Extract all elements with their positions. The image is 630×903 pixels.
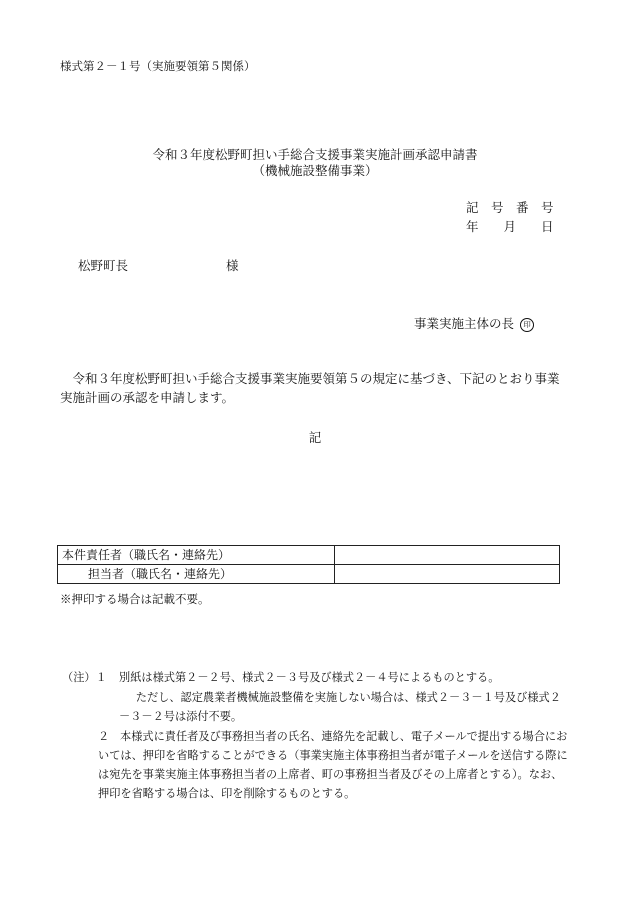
- note-item-1-continuation: ただし、認定農業者機械施設整備を実施しない場合は、様式２－３－１号及び様式２－３－２号は添付不要。: [119, 691, 561, 723]
- note-item-1: 別紙は様式第２－２号、様式２－３号及び様式２－４号によるものとする。: [119, 671, 500, 684]
- contact-table: [57, 545, 560, 584]
- table-row: [58, 565, 560, 584]
- note-item-2: [98, 727, 572, 803]
- reference-date: 年 月 日: [466, 219, 554, 234]
- reference-number: 記 号 番 号: [466, 200, 554, 215]
- sender-label: 事業実施主体の長: [414, 316, 515, 331]
- person-in-charge-label: 担当者（職氏名・連絡先）: [58, 565, 335, 584]
- notes-header: （注）１: [62, 671, 107, 684]
- body-paragraph: 令和３年度松野町担い手総合支援事業実施要領第５の規定に基づき、下記のとおり事業実施計画の承認を申請します。: [60, 371, 560, 405]
- person-in-charge-value[interactable]: [335, 565, 560, 584]
- sender-line: [414, 314, 534, 332]
- seal-note: ※押印する場合は記載不要。: [60, 592, 210, 606]
- document-subtitle: （機械施設整備事業）: [252, 163, 378, 178]
- document-title: 令和３年度松野町担い手総合支援事業実施計画承認申請書: [152, 147, 478, 162]
- responsible-person-label: 本件責任者（職氏名・連絡先）: [58, 546, 335, 565]
- addressee-honorific: 様: [226, 258, 239, 273]
- table-row: [58, 546, 560, 565]
- form-number: 様式第２－１号（実施要領第５関係）: [60, 59, 256, 73]
- addressee-name: 松野町長: [78, 258, 129, 273]
- seal-icon: 印: [520, 318, 534, 332]
- note-item-2-text: 本様式に責任者及び事務担当者の氏名、連絡先を記載し、電子メールで提出する場合においては、押印を省略することができる（事業実施主体事務担当者が電子メールを送信する際には宛先を事業実施主体事務担当者の上席者、町の事務担当者及びその上席者とする）。なお、押印を省略する場合は、印を削除するものとする。: [98, 730, 568, 800]
- responsible-person-value[interactable]: [335, 546, 560, 565]
- ki-heading: 記: [308, 430, 322, 445]
- note-item-2-number: ２: [98, 730, 110, 743]
